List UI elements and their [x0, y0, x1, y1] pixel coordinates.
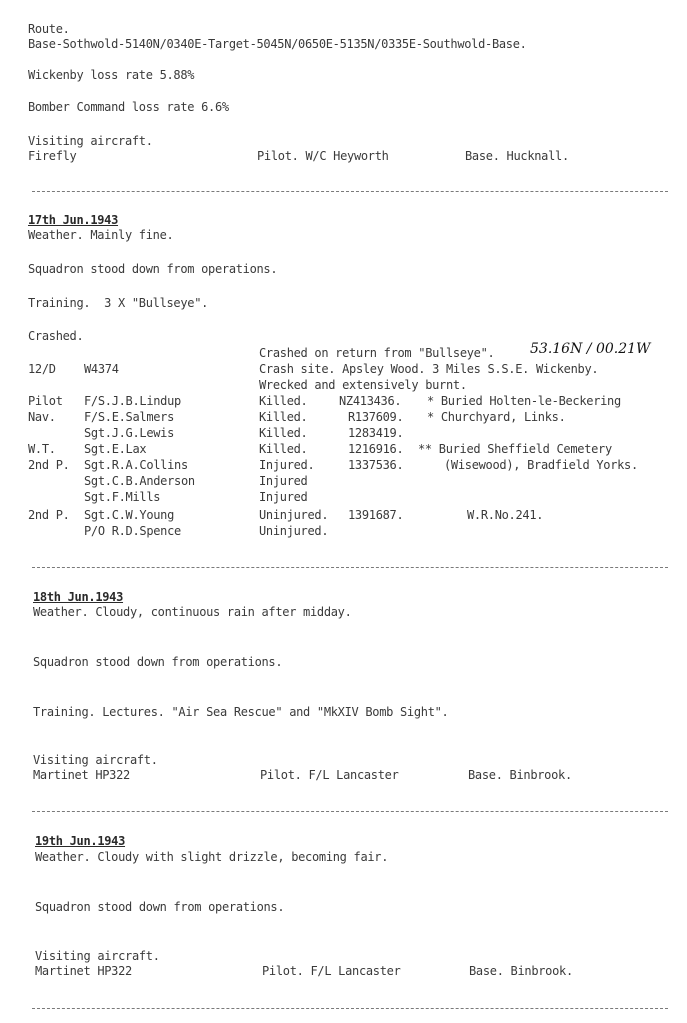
crew-status: Injured [259, 474, 308, 488]
weather-17: Weather. Mainly fine. [28, 228, 174, 242]
crash-site: Crash site. Apsley Wood. 3 Miles S.S.E. Wickenby. [259, 362, 599, 376]
aircraft-serial: W4374 [84, 362, 119, 376]
crew-name: P/O R.D.Spence [84, 524, 181, 538]
crew-status: Uninjured. [259, 524, 329, 538]
section-divider [32, 567, 668, 568]
crew-status: Killed. [259, 426, 308, 440]
visiting-aircraft-name: Firefly [28, 149, 77, 163]
crew-status: Killed. [259, 410, 308, 424]
visiting-pilot: Pilot. F/L Lancaster [262, 964, 401, 978]
crew-status: Injured. [259, 458, 315, 472]
wreck-status: Wrecked and extensively burnt. [259, 378, 467, 392]
weather-18: Weather. Cloudy, continuous rain after midday. [33, 605, 352, 619]
crew-number: 1216916. [348, 442, 404, 456]
crew-name: Sgt.R.A.Collins [84, 458, 188, 472]
crew-number: R137609. [348, 410, 404, 424]
crew-status: Injured [259, 490, 308, 504]
visiting-aircraft-label: Visiting aircraft. [35, 949, 160, 963]
crash-description: Crashed on return from "Bullseye". [259, 346, 495, 360]
route-text: Base-Sothwold-5140N/0340E-Target-5045N/0650E-5135N/0335E-Southwold-Base. [28, 37, 527, 51]
route-label: Route. [28, 22, 70, 36]
crew-number: NZ413436. [339, 394, 402, 408]
crew-status: Killed. [259, 442, 308, 456]
visiting-pilot: Pilot. F/L Lancaster [260, 768, 399, 782]
crew-number: 1337536. [348, 458, 404, 472]
crew-note: * Churchyard, Links. [427, 410, 566, 424]
date-heading-17: 17th Jun.1943 [28, 213, 119, 227]
crew-role: 2nd P. [28, 458, 70, 472]
section-divider [32, 811, 668, 812]
crew-note: (Wisewood), Bradfield Yorks. [444, 458, 638, 472]
crew-status: Uninjured. [259, 508, 329, 522]
visiting-base: Base. Binbrook. [469, 964, 573, 978]
crew-note: W.R.No.241. [467, 508, 544, 522]
crew-name: Sgt.C.B.Anderson [84, 474, 195, 488]
date-heading-19: 19th Jun.1943 [35, 834, 126, 848]
visiting-base: Base. Hucknall. [465, 149, 569, 163]
crew-number: 1283419. [348, 426, 404, 440]
handwritten-coordinates: 53.16N / 00.21W [530, 341, 651, 357]
aircraft-code: 12/D [28, 362, 56, 376]
visiting-base: Base. Binbrook. [468, 768, 572, 782]
crew-role: 2nd P. [28, 508, 70, 522]
training-18: Training. Lectures. "Air Sea Rescue" and "MkXIV Bomb Sight". [33, 705, 449, 719]
visiting-aircraft-label: Visiting aircraft. [28, 134, 153, 148]
crew-name: Sgt.E.Lax [84, 442, 147, 456]
visiting-aircraft-name: Martinet HP322 [35, 964, 132, 978]
operations-18: Squadron stood down from operations. [33, 655, 283, 669]
operations-19: Squadron stood down from operations. [35, 900, 285, 914]
crew-note: * Buried Holten-le-Beckering [427, 394, 621, 408]
bomber-command-loss-rate: Bomber Command loss rate 6.6% [28, 100, 229, 114]
crew-name: F/S.E.Salmers [84, 410, 175, 424]
crew-status: Killed. [259, 394, 308, 408]
visiting-aircraft-name: Martinet HP322 [33, 768, 130, 782]
crashed-label: Crashed. [28, 329, 84, 343]
date-heading-18: 18th Jun.1943 [33, 590, 124, 604]
wickenby-loss-rate: Wickenby loss rate 5.88% [28, 68, 195, 82]
visiting-aircraft-label: Visiting aircraft. [33, 753, 158, 767]
crew-role: Nav. [28, 410, 56, 424]
crew-name: F/S.J.B.Lindup [84, 394, 181, 408]
operations-17: Squadron stood down from operations. [28, 262, 278, 276]
section-divider [32, 1008, 668, 1009]
crew-number: 1391687. [348, 508, 404, 522]
crew-name: Sgt.F.Mills [84, 490, 161, 504]
visiting-pilot: Pilot. W/C Heyworth [257, 149, 389, 163]
weather-19: Weather. Cloudy with slight drizzle, becoming fair. [35, 850, 389, 864]
crew-name: Sgt.J.G.Lewis [84, 426, 175, 440]
training-17: Training. 3 X "Bullseye". [28, 296, 209, 310]
crew-name: Sgt.C.W.Young [84, 508, 175, 522]
crew-role: W.T. [28, 442, 56, 456]
section-divider [32, 191, 668, 192]
crew-role: Pilot [28, 394, 63, 408]
crew-note: ** Buried Sheffield Cemetery [418, 442, 612, 456]
